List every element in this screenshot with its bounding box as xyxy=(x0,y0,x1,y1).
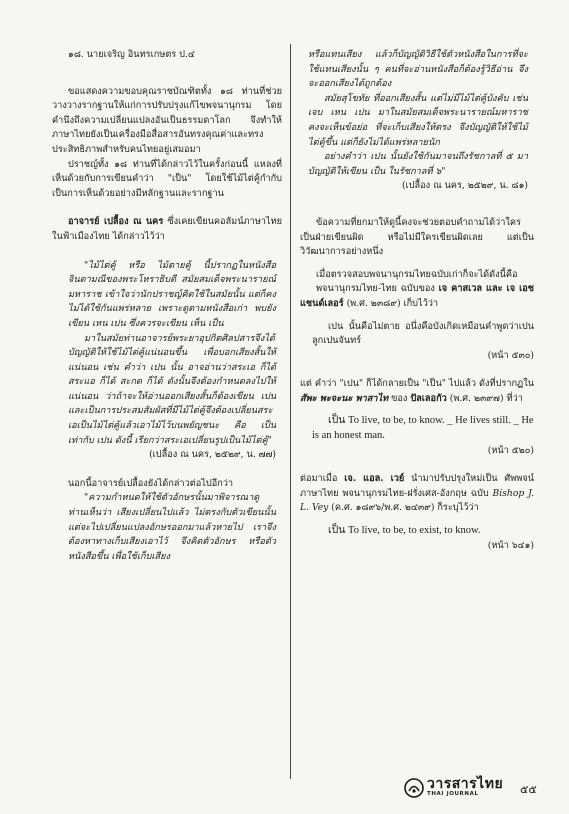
quote2-paragraph-1: "ความกำหนดให้ใช้ตัวอักษรนั้นมาพิจารณาดูท่านเห็นว่า เสียงเปลี่ยนไปแล้ว ไม่ตรงกับตัวเขียนนั้น แต่จะไปเปลี่ยนแปลงอักษรออกมาแล้วหายไป เราจึงต้องหาทางเก็บเสียงเอาไว้ จึงคิดตัวอักษร หรือตัวหนังสือขึ้น เพื่อใช้เก็บเสียง xyxy=(68,492,276,562)
blockquote-2-continued xyxy=(300,48,534,194)
paragraph-check: เมื่อตรวจสอบพจนานุกรมไทยฉบับเก่าก็จะได้ดังนี้คือ xyxy=(316,268,518,280)
vey-year: (ค.ศ. ๑๘๙๖/พ.ศ. ๒๔๓๙) ก็ระบุไว้ว่า xyxy=(331,502,479,514)
page-ref-2: (หน้า ๕๒๐) xyxy=(487,444,534,456)
paragraph-scholars: ปราชญ์ทั้ง ๑๘ ท่านที่ได้กล่าวไว้ในครั้งก่อนนี้ แหลงที่เห็นด้วยกับการเขียนคำว่า "เป็น" โดยใช้ไม้ไต่คู้กำกับ เป็นการเห็นด้วยอย่างมีหลักฐานและรากฐาน xyxy=(52,158,282,199)
pallegoix-author: ปัลเลอกัว xyxy=(410,392,447,404)
quote2-paragraph-2: สมัยสุโขทัย ที่ออกเสียงสั้น แต่ไม่มีไม้ไต่คู้บังคับ เช่น เจบ เหน เปน มาในสมัยสมเด็จพระนารายณ์มหาราชคงจะเห็นข้อย่อ ที่จะเก็บเสียงให้ตรง จึงบัญญัติให้ใช้ไม้ไต่คู้ขึ้น แต่ก็ยังไม่ได้แพร่หลายนัก xyxy=(308,92,528,148)
quote2-citation: (เปลื้อง ณ นคร, ๒๕๒๙, น. ๘๑) xyxy=(401,180,528,192)
paragraph-thanks: ขอแสดงความขอบคุณราชบัณฑิตทั้ง ๑๘ ท่านที่ช่วยวางวางรากฐานให้แก่การปรับปรุงแก้ไขพจนานุกรม โดยคำนึงถึงความเปลี่ยนแปลงอันเป็นธรรมดาโลก จึงทำให้ภาษาไทยยังเป็นเครื่องมือสื่อสารอันทรงคุณค่าและทรงประสิทธิภาพสำหรับคนไทยอยู่เสมอมา xyxy=(52,85,282,155)
journal-footer xyxy=(404,775,544,803)
quote1-citation: (เปลื้อง ณ นคร, ๒๕๒๙, น. ๗๗) xyxy=(149,449,276,461)
journal-logo-icon xyxy=(404,778,424,798)
page-number: ๕๕ xyxy=(520,783,537,796)
paragraph-caswell xyxy=(300,282,534,311)
right-column xyxy=(300,48,534,553)
quote2-paragraph-3: อย่างคำว่า เปน นั้นยังใช้กันมาจนถึงรัชกาลที่ ๕ มาบัญญัติให้เขียน เป็น ในรัชกาลที่ ๖" xyxy=(308,151,528,177)
column-divider xyxy=(290,44,291,779)
paragraph-also: นอกนี้อาจารย์เปลื้องยังได้กล่าวต่อไปอีกว่า xyxy=(68,477,234,489)
caswell-year: (พ.ศ. ๒๓๘๙) เก็บไว้ว่า xyxy=(346,297,439,309)
pallegoix-of: ของ xyxy=(391,392,408,404)
quote1-paragraph-1: "ไม้ไต่คู้ หรือ ไม้ตายคู้ นี้ปรากฏในหนังสือจินดามณีของพระโหราธิบดี สมัยสมเด็จพระนารายณ์มหาราช เข้าใจว่านักปราชญ์คิดใช้ในสมัยนั้น แต่ก็คงไม่ได้ใช้กันแพร่หลาย เพราะดูตามหนังสือเก่า พบยังเขียน เหน เปน ซึ่งควรจะเขียน เห็น เป็น xyxy=(68,259,276,329)
blockquote-1 xyxy=(52,259,282,463)
quote1-paragraph-2: มาในสมัยท่านอาจารย์พระยาอุปกิตศิลปสารจึงได้บัญญัติให้ใช้ไม้ไต่คู้แน่นอนขึ้น เพื่อบอกเสียงสั้นให้แน่นอน เช่น คำว่า เปน นั้น อาจอ่านว่าสระเอ ก็ได้ สระแอ ก็ได้ สะกด ก็ได้ ดังนั้นจึงต้องกำหนดลงไปให้แน่นอน ว่าถ้าจะให้อ่านออกเสียงสั้นก็ต้องเขียน เปน และเป็นการประสมสัมผัสที่มีไม้ไต่คู้จึงต้องเปลี่ยนสระเอเป็นไม้ไต่คู้แล้วเอาไม้ไว้บนพยัญชนะ คือ เป็น เท่ากับ เปน ดังนี้ เรียกว่าสระเอเปลี่ยนรูปเป็นไม้ไต่คู้" xyxy=(68,332,276,446)
pallegoix-title: สัพะ พะจะนะ พาสาไท xyxy=(300,392,389,404)
definition-3: เป็น To live, to be, to exist, to know. xyxy=(328,525,481,537)
paragraph-question: ข้อความที่ยกมาให้ดูนี้คงจะช่วยตอบคำถามได้ว่าใครเป็นฝ่ายเขียนผิด หรือไม่มีใครเขียนผิดเลย แต่เป็นวิวัฒนาการอย่างหนึ่ง xyxy=(300,216,534,258)
definition-2: เป็น To live, to be, to know. _ He lives still. _ He is an honest man. xyxy=(312,415,534,442)
vey-author: เจ. แอล. เวย์ xyxy=(344,473,405,485)
vey-middle: นำมาปรับปรุงใหม่เป็น ศัพพจน์ภาษาไทย พจนานุกรมไทย-ฝรั่งเศส-อังกฤษ ฉบับ xyxy=(300,473,534,499)
journal-logo-subtitle: THAI JOURNAL xyxy=(427,791,479,797)
author-intro-text: ซึ่งเคยเขียนคอลัมน์ภาษาไทย ในฟ้าเมืองไทย ได้กล่าวไว้ว่า xyxy=(52,216,283,242)
vey-bishop: Bishop J. L. Vey xyxy=(300,487,535,514)
pallegoix-lead: แต่ คำว่า "เปน" ก็ได้กลายเป็น "เป็น" ไปแล้ว ดังที่ปรากฏใน xyxy=(300,378,534,390)
caswell-authors: เจ คาสเวล และ เจ เอช แชนด์เลอร์ xyxy=(300,283,534,309)
paragraph-vey xyxy=(300,472,534,516)
journal-logo-title: วารสารไทย xyxy=(427,776,504,792)
paragraph-author-intro xyxy=(52,215,282,244)
page-ref-1: (หน้า ๕๓๐) xyxy=(487,349,534,361)
paragraph-pallegoix xyxy=(300,377,534,406)
list-item-18: ๑๘. นายเจริญ อินทรเกษตร ป.๔ xyxy=(68,49,195,60)
left-column xyxy=(52,48,282,564)
quote2-continuation: หรือแทนเสียง แล้วก็บัญญัติวิธีใช้ตัวหนังสือในการที่จะใช้แทนเสียงนั้น ๆ คนที่จะอ่านหนังสือก็ต้องรู้วิธีอ่าน จึงจะออกเสียงได้ถูกต้อง xyxy=(308,49,528,90)
vey-lead: ต่อมาเมื่อ xyxy=(300,473,338,485)
pallegoix-year: (พ.ศ. ๒๓๙๗) ที่ว่า xyxy=(449,392,523,404)
blockquote-2 xyxy=(52,491,282,564)
caswell-lead: พจนานุกรมไทย-ไทย ฉบับของ xyxy=(316,283,435,295)
author-name-plueang: อาจารย์ เปลื้อง ณ นคร xyxy=(68,216,164,228)
definition-1: เปน นั้นคือไม่ตาย อนึ่งคือบังเกิดเหมือนคำพูดว่าเปนลูกเปนจันทร์ xyxy=(312,320,534,347)
page-ref-3: (หน้า ๖๔๑) xyxy=(487,539,534,551)
